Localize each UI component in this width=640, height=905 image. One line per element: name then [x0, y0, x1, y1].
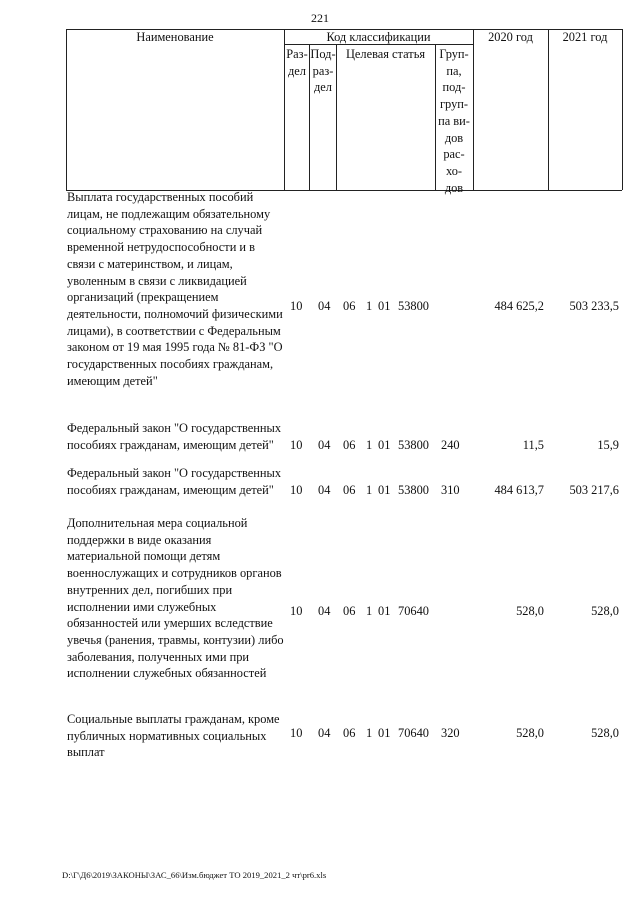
row-amount-2020: 484 625,2	[494, 299, 544, 313]
row-name: Федеральный закон "О государственных пособиях гражданам, имеющим детей"	[67, 466, 282, 497]
page-number: 221	[311, 11, 329, 25]
row-target-program: 06	[343, 438, 356, 452]
row-target-subprogram: 1	[366, 604, 373, 618]
row-podrazdel: 04	[318, 438, 331, 452]
row-amount-2020: 11,5	[522, 438, 544, 452]
row-amount-2020: 484 613,7	[494, 483, 544, 497]
row-amount-2021: 503 233,5	[569, 299, 619, 313]
row-target-event: 01	[378, 299, 391, 313]
row-target-program: 06	[343, 604, 356, 618]
row-expense-group: 310	[441, 483, 460, 497]
row-target-program: 06	[343, 726, 356, 740]
row-podrazdel: 04	[318, 483, 331, 497]
row-expense-group: 240	[441, 438, 460, 452]
row-amount-2020: 528,0	[516, 604, 544, 618]
row-razdel: 10	[290, 726, 303, 740]
row-target-code: 53800	[398, 299, 429, 313]
header-year-2021: 2021 год	[562, 30, 608, 44]
row-podrazdel: 04	[318, 299, 331, 313]
row-name: Дополнительная мера социальной поддержки в виде оказания материальной помощи детям военнослужащих и сотрудников органов внутренних дел, погибших при исполнении ими служебных обязанностей или умерших вследствие увечья (ранения, травмы, контузии) либо заболевания, полученных ими при исполнении служебных обязанностей	[67, 516, 284, 681]
row-target-subprogram: 1	[366, 299, 373, 313]
row-amount-2021: 503 217,6	[569, 483, 619, 497]
row-target-subprogram: 1	[366, 483, 373, 497]
row-podrazdel: 04	[318, 726, 331, 740]
row-target-program: 06	[343, 483, 356, 497]
header-year-2020: 2020 год	[488, 30, 533, 44]
header-podrazdel: Под- раз- дел	[310, 47, 336, 95]
row-target-code: 53800	[398, 483, 429, 497]
row-target-event: 01	[378, 604, 391, 618]
header-expense-group: Груп- па, под- груп- па ви- дов рас- хо- дов	[438, 47, 470, 195]
row-amount-2021: 15,9	[597, 438, 619, 452]
row-target-event: 01	[378, 438, 391, 452]
row-target-code: 70640	[398, 726, 429, 740]
row-amount-2021: 528,0	[591, 604, 619, 618]
row-name: Социальные выплаты гражданам, кроме публичных нормативных социальных выплат	[67, 712, 280, 760]
row-podrazdel: 04	[318, 604, 331, 618]
header-razdel: Раз- дел	[286, 47, 308, 78]
footer-file-path: D:\Г\Д6\2019\ЗАКОНЫ\ЗАС_66\Изм.бюджет ТО 2019_2021_2 чт\pr6.xls	[62, 870, 327, 880]
header-target-article: Целевая статья	[345, 47, 426, 61]
row-razdel: 10	[290, 483, 303, 497]
row-amount-2021: 528,0	[591, 726, 619, 740]
row-name: Выплата государственных пособий лицам, не подлежащим обязательному социальному страхованию на случай временной нетрудоспособности и в связи с материнством, и лицам, уволенным в связи с ликвидацией организаций (прекращением деятельности, полномочий физическими лицами), в соответствии с Федеральным законом от 19 мая 1995 года № 81-ФЗ "О государственных пособиях гражданам, имеющим детей"	[67, 190, 283, 388]
row-target-program: 06	[343, 299, 356, 313]
row-target-event: 01	[378, 483, 391, 497]
row-target-event: 01	[378, 726, 391, 740]
header-classification: Код классификации	[326, 30, 431, 44]
row-target-subprogram: 1	[366, 438, 373, 452]
row-expense-group: 320	[441, 726, 460, 740]
row-target-code: 53800	[398, 438, 429, 452]
row-target-code: 70640	[398, 604, 429, 618]
header-name: Наименование	[136, 30, 214, 44]
row-name: Федеральный закон "О государственных пособиях гражданам, имеющим детей"	[67, 421, 282, 452]
row-razdel: 10	[290, 299, 303, 313]
row-target-subprogram: 1	[366, 726, 373, 740]
row-razdel: 10	[290, 438, 303, 452]
row-razdel: 10	[290, 604, 303, 618]
row-amount-2020: 528,0	[516, 726, 544, 740]
